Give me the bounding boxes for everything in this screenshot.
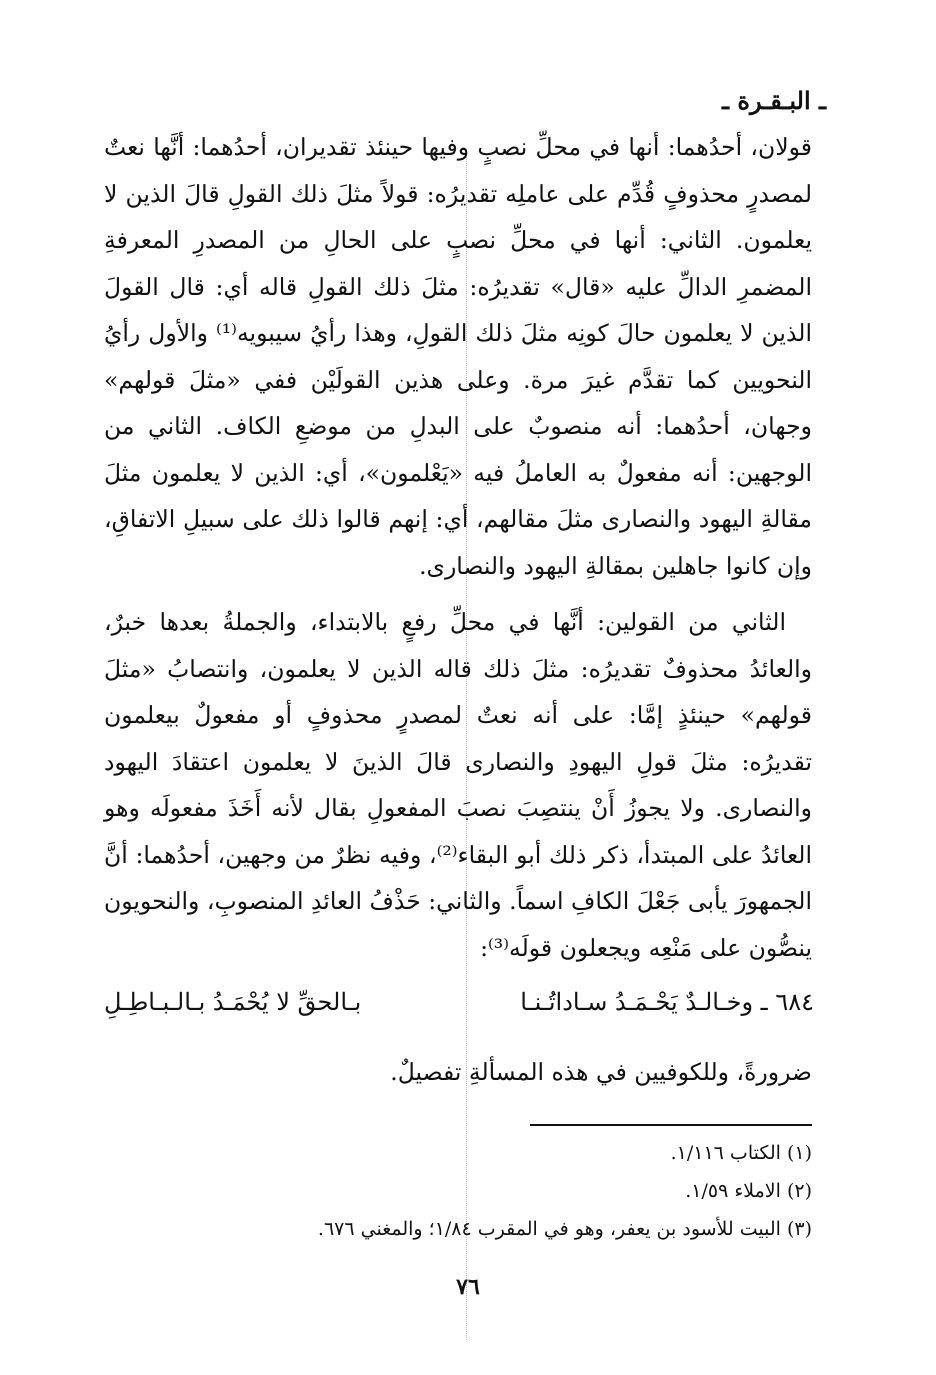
body-text: [104, 124, 812, 971]
footnotes: [212, 1134, 812, 1248]
footnote-2: (٢) الاملاء ١/٥٩.: [685, 1180, 812, 1202]
poetry-verse: [104, 988, 814, 1016]
verse-first-hemistich: ٦٨٤ ـ وخـالـدٌ يَحْـمَـدُ سـاداتُـنـا: [520, 988, 814, 1016]
post-verse-text: ضرورةً، وللكوفيين في هذه المسألةِ تفصيلٌ.: [390, 1058, 812, 1086]
verse-second-hemistich: بـالحقِّ لا يُحْمَـدُ بـالـبـاطِـلِ: [104, 988, 362, 1016]
footnote-separator: [530, 1124, 812, 1126]
paragraph-2: الثاني من القولين: أنَّها في محلِّ رفعٍ بالابتداء، والجملةُ بعدها خبرٌ، والعائدُ محذوفٌ تقديرُه: مثلَ ذلك قاله الذين لا يعلمون، وانتصابُ «مثلَ قولهم» حينئذٍ إمَّا: على أنه نعتٌ لمصدرٍ محذوفٍ أو مفعولٌ بيعلمون تقديرُه: مثلَ قولِ اليهودِ والنصارى قالَ الذينَ لا يعلمون اعتقادَ اليهود والنصارى. ولا يجوزُ أَنْ ينتصِبَ نصبَ المفعولِ بقال لأنه أَخَذَ مفعولَه وهو العائدُ على المبتدأ، ذكر ذلك أبو البقاء⁽²⁾، وفيه نظرٌ من وجهين، أحدُهما: أنَّ الجمهورَ يأبى جَعْلَ الكافِ اسماً. والثاني: حَذْفُ العائدِ المنصوبِ، والنحويون ينصُّون على مَنْعِه ويجعلون قولَه⁽³⁾:: [104, 608, 813, 962]
paragraph-1: قولان، أحدُهما: أنها في محلِّ نصبٍ وفيها حينئذ تقديران، أحدُهما: أنَّها نعتٌ لمصدرٍ محذوفٍ قُدِّم على عاملِه تقديرُه: قولاً مثلَ ذلك القولِ قالَ الذين لا يعلمون. الثاني: أنها في محلِّ نصبٍ على الحالِ من المصدرِ المعرفةِ المضمرِ الدالِّ عليه «قال» تقديرُه: مثلَ ذلك القولِ قاله أي: قال القولَ الذين لا يعلمون حالَ كونِه مثلَ ذلك القولِ، وهذا رأيُ سيبويه⁽¹⁾ والأول رأيُ النحويين كما تقدَّم غيرَ مرة. وعلى هذين القولَيْن ففي «مثلَ قولهم» وجهان، أحدُهما: أنه منصوبٌ على البدلِ من موضعِ الكاف. الثاني من الوجهين: أنه مفعولٌ به العاملُ فيه «يَعْلمون»، أي: الذين لا يعلمون مثلَ مقالةِ اليهود والنصارى مثلَ مقالهم، أي: إنهم قالوا ذلك على سبيلِ الاتفاقِ، وإن كانوا جاهلين بمقالةِ اليهود والنصارى.: [104, 133, 812, 580]
footnote-3: (٣) البيت للأسود بن يعفر، وهو في المقرب ١/٨٤؛ والمغني ٦٧٦.: [317, 1218, 812, 1240]
page-number: ٧٦: [456, 1274, 480, 1300]
footnote-1: (١) الكتاب ١/١١٦.: [670, 1142, 812, 1164]
running-header: ـ البـقـرة ـ: [721, 86, 826, 115]
